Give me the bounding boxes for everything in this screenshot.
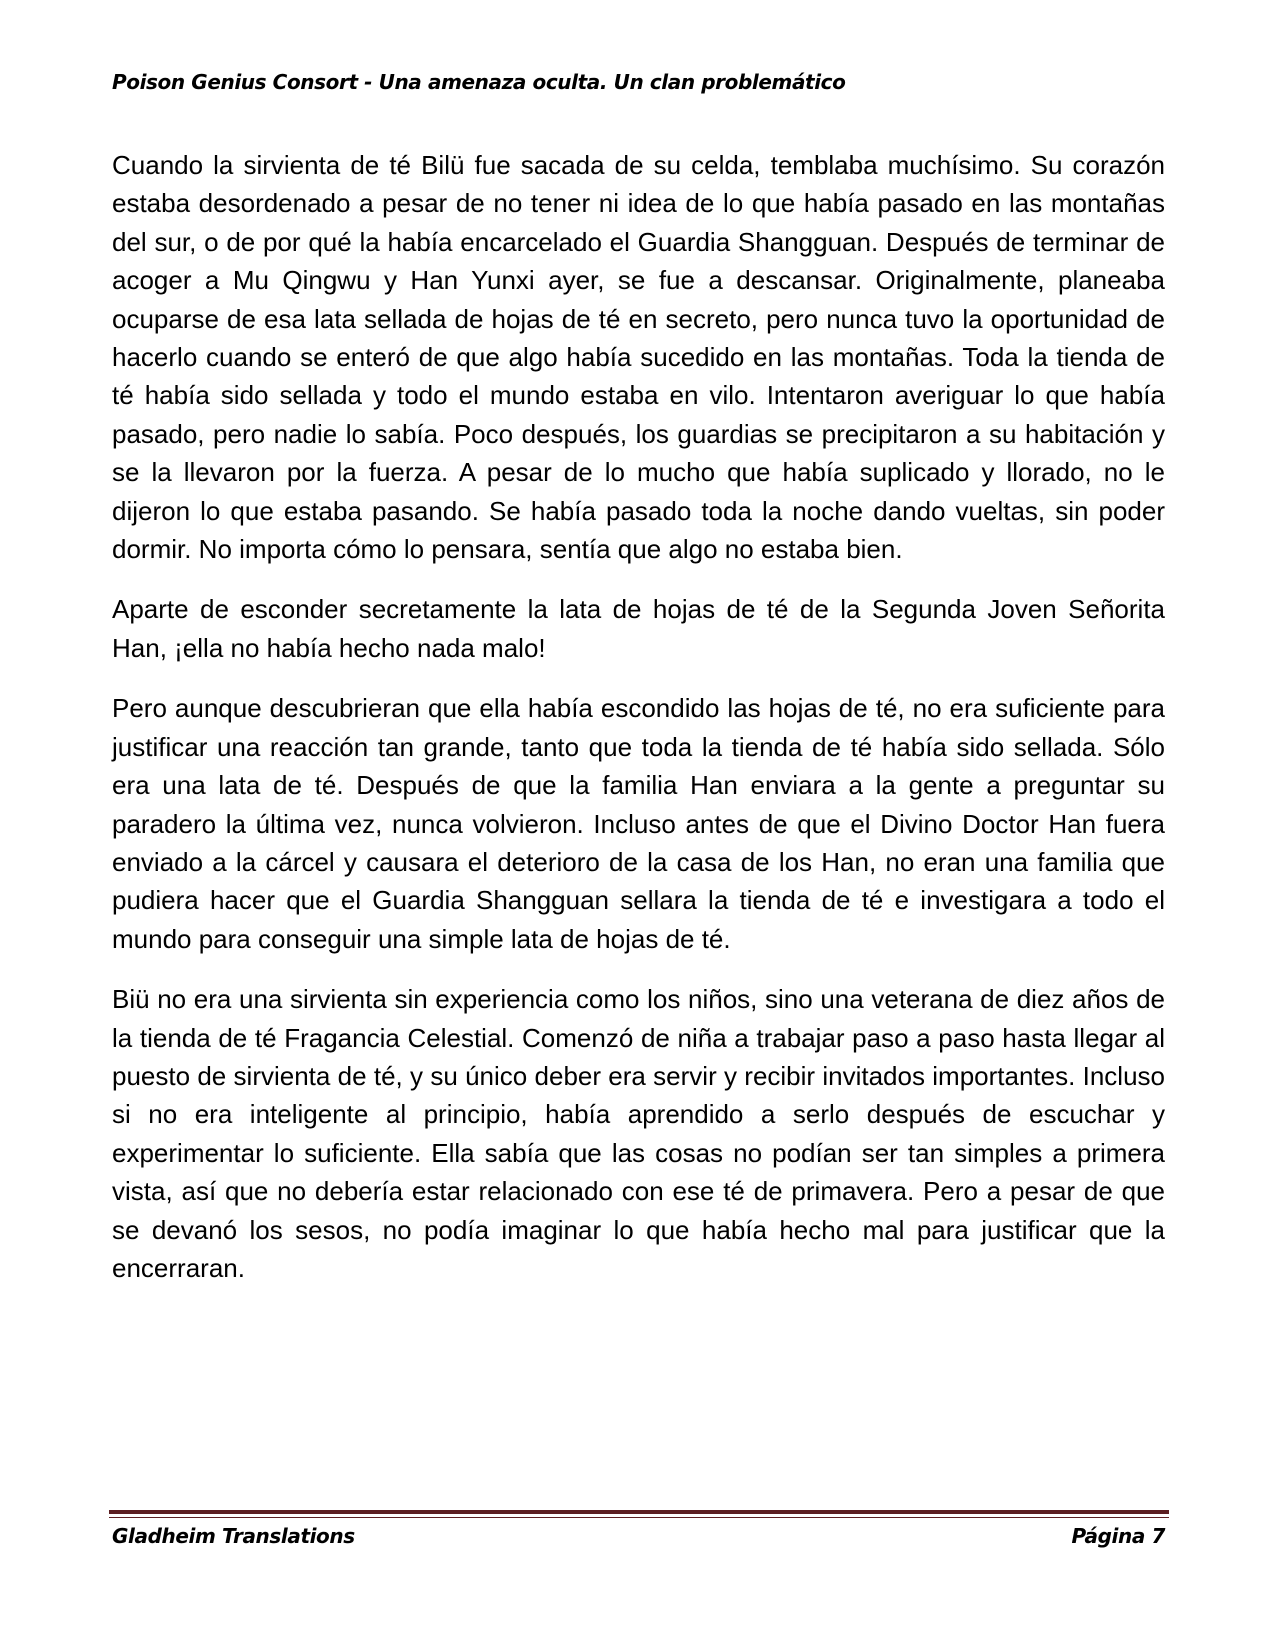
paragraph-4: Biü no era una sirvienta sin experiencia como los niños, sino una veterana de diez años de la tienda de té Fragancia Celestial. Comenzó de niña a trabajar paso a paso hasta llegar al puesto de sirvienta de té, y su único deber era servir y recibir invitados importantes. Incluso si no era inteligente al principio, había aprendido a serlo después de escuchar y experimentar lo suficiente. Ella sabía que las cosas no podían ser tan simples a primera vista, así que no debería estar relacionado con ese té de primavera. Pero a pesar de que se devanó los sesos, no podía imaginar lo que había hecho mal para justificar que la encerraran. xyxy=(112,984,1165,1283)
paragraph-3: Pero aunque descubrieran que ella había escondido las hojas de té, no era suficiente para justificar una reacción tan grande, tanto que toda la tienda de té había sido sellada. Sólo era una lata de té. Después de que la familia Han enviara a la gente a preguntar su paradero la última vez, nunca volvieron. Incluso antes de que el Divino Doctor Han fuera enviado a la cárcel y causara el deterioro de la casa de los Han, no eran una familia que pudiera hacer que el Guardia Shangguan sellara la tienda de té e investigara a todo el mundo para conseguir una simple lata de hojas de té. xyxy=(112,693,1165,954)
document-body xyxy=(112,146,1165,1309)
footer-page-number: Página 7 xyxy=(1071,1524,1165,1548)
footer-divider-thick xyxy=(109,1510,1169,1514)
footer-divider-thin xyxy=(109,1517,1169,1518)
paragraph-1: Cuando la sirvienta de té Bilü fue sacada de su celda, temblaba muchísimo. Su corazón estaba desordenado a pesar de no tener ni idea de lo que había pasado en las montañas del sur, o de por qué la había encarcelado el Guardia Shangguan. Después de terminar de acoger a Mu Qingwu y Han Yunxi ayer, se fue a descansar. Originalmente, planeaba ocuparse de esa lata sellada de hojas de té en secreto, pero nunca tuvo la oportunidad de hacerlo cuando se enteró de que algo había sucedido en las montañas. Toda la tienda de té había sido sellada y todo el mundo estaba en vilo. Intentaron averiguar lo que había pasado, pero nadie lo sabía. Poco después, los guardias se precipitaron a su habitación y se la llevaron por la fuerza. A pesar de lo mucho que había suplicado y llorado, no le dijeron lo que estaba pasando. Se había pasado toda la noche dando vueltas, sin poder dormir. No importa cómo lo pensara, sentía que algo no estaba bien. xyxy=(112,150,1165,565)
page-header: Poison Genius Consort - Una amenaza oculta. Un clan problemático xyxy=(112,70,846,94)
footer-publisher: Gladheim Translations xyxy=(112,1524,355,1548)
paragraph-2: Aparte de esconder secretamente la lata de hojas de té de la Segunda Joven Señorita Han, ¡ella no había hecho nada malo! xyxy=(112,594,1165,663)
